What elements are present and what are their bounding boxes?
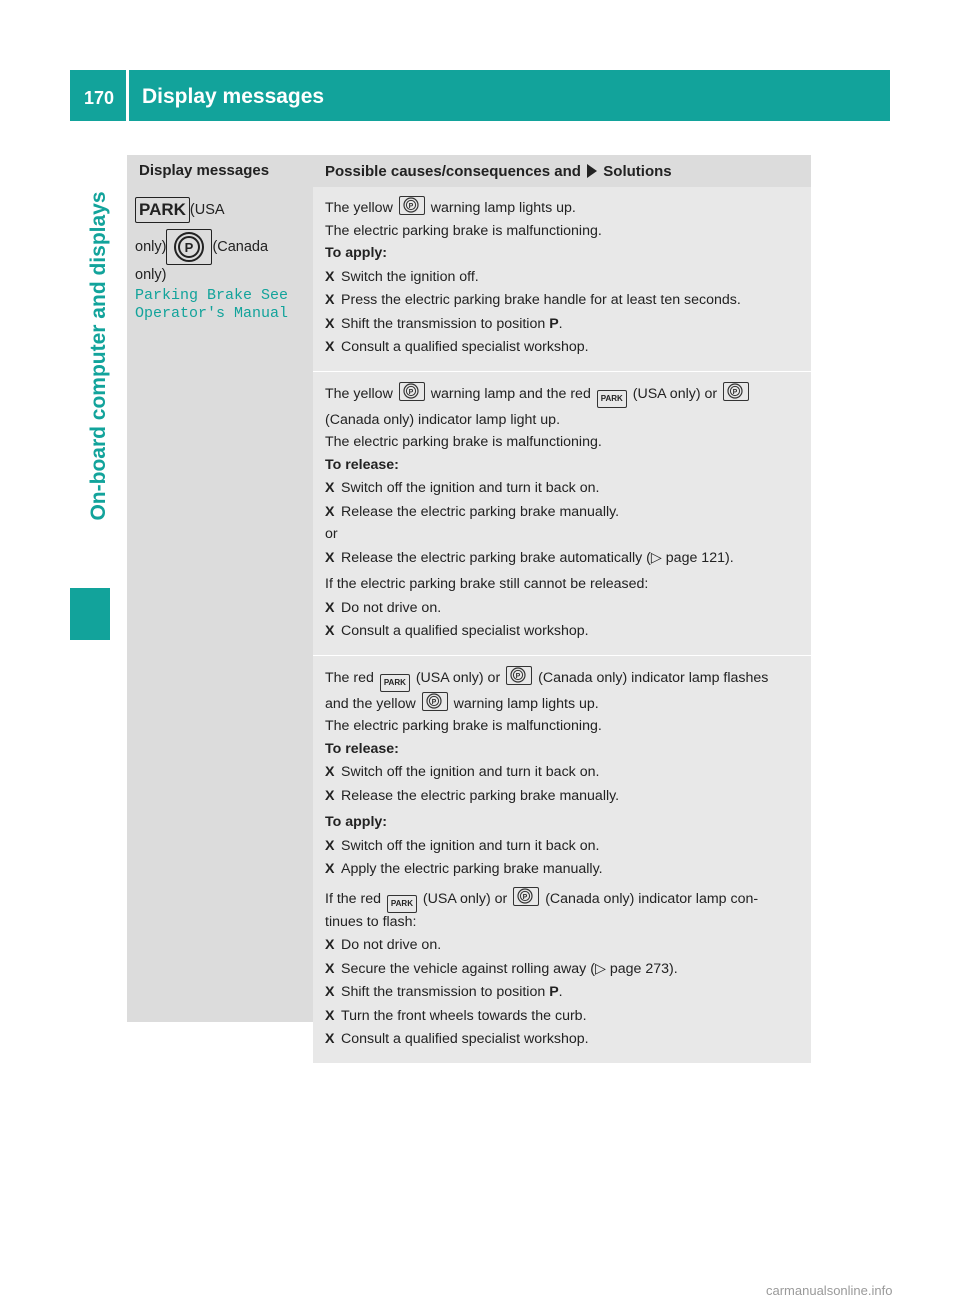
list-item: X Consult a qualified specialist workshop. <box>325 1031 589 1047</box>
list-item: X Switch off the ignition and turn it back on. <box>325 480 600 496</box>
park-indicator-icon: PARK <box>597 390 627 408</box>
svg-text:P: P <box>515 672 521 680</box>
list-item: X Turn the front wheels towards the curb. <box>325 1007 587 1024</box>
list-item: X Secure the vehicle against rolling away (▷ page 273). <box>325 960 678 977</box>
svg-text:P: P <box>431 698 436 706</box>
svg-text:P: P <box>185 240 194 255</box>
svg-text:P: P <box>408 388 414 396</box>
watermark: carmanualsonline.info <box>766 1283 893 1298</box>
page-ref-121[interactable]: page 121). <box>665 549 734 566</box>
list-item: X Consult a qualified specialist workshop. <box>325 623 589 639</box>
page-header <box>70 70 890 121</box>
cause-cell-3: The red PARK (USA only) or P (Canada only) indicator lamp flashes and the yellow P warning lamp lights up. The electric parking brake is malfunctioning. To release: X Switch off the ignition and turn it back on. X Release the electric parking brake manually. To apply: X Switch off the ignition and turn it back on. X Apply the electric parking brake manually. If the red PARK (USA only) or P (Canada only) indicator lamp con- tinues to flash: X Do not drive on. X Secure the vehicle against rolling away (▷ page 273). X Shift the transmission to position P. X Turn the front wheels towards the curb. X Consult a qualified specialist workshop. <box>313 655 811 1063</box>
page-title: Display messages <box>142 85 325 108</box>
table-body <box>127 187 811 1063</box>
col-header-causes: Possible causes/consequences and Solutions <box>325 163 672 180</box>
list-item: X Apply the electric parking brake manually. <box>325 861 603 877</box>
parking-brake-icon <box>166 229 212 265</box>
side-tab <box>70 122 128 590</box>
list-item: X Release the electric parking brake manually. <box>325 503 620 520</box>
svg-text:P: P <box>732 388 738 396</box>
list-item: X Consult a qualified specialist workshop. <box>325 339 589 355</box>
list-item: X Switch off the ignition and turn it back on. <box>325 837 600 854</box>
header-divider <box>126 70 129 121</box>
side-tab-marker <box>70 588 110 640</box>
list-item: X Switch off the ignition and turn it back on. <box>325 764 600 780</box>
park-icon: PARK <box>135 197 190 223</box>
page-ref-arrow-icon: ▷ <box>594 960 606 977</box>
cause-cell-1: The yellow P warning lamp lights up. The electric parking brake is malfunctioning. To apply: X Switch the ignition off. X Press the electric parking brake handle for at least ten seconds. X Shift the transmission to position P. X Consult a qualified specialist workshop. <box>313 187 811 371</box>
causes-column <box>313 187 811 1063</box>
parking-brake-indicator-icon <box>513 887 539 906</box>
solution-arrow-icon <box>587 164 597 178</box>
side-tab-label: On-board computer and displays <box>87 191 110 521</box>
list-item: X Shift the transmission to position P. <box>325 315 563 332</box>
parking-brake-indicator-icon <box>723 382 749 401</box>
park-indicator-icon: PARK <box>387 895 417 913</box>
table-header <box>127 155 811 187</box>
parking-brake-warning-icon <box>399 196 425 215</box>
list-item: X Do not drive on. <box>325 599 442 616</box>
list-item: X Release the electric parking brake automatically (▷ page 121). <box>325 549 734 566</box>
list-item: X Release the electric parking brake manually. <box>325 787 620 804</box>
col-header-display: Display messages <box>139 162 270 179</box>
page-ref-273[interactable]: page 273). <box>609 960 678 977</box>
svg-text:P: P <box>408 202 414 210</box>
page-ref-arrow-icon: ▷ <box>650 549 662 566</box>
list-item: X Press the electric parking brake handle for at least ten seconds. <box>325 292 741 308</box>
display-message-cell: PARK (USA only) P (Canada only) Parking Brake See Operator's Manual <box>127 187 313 1022</box>
svg-text:P: P <box>522 893 528 901</box>
page-number: 170 <box>84 88 115 108</box>
parking-brake-warning-icon <box>399 382 425 401</box>
display-message-text: Parking Brake See Operator's Manual <box>135 287 289 322</box>
messages-table <box>127 155 811 1063</box>
cause-cell-2: The yellow P warning lamp and the red PARK (USA only) or P (Canada only) indicator lamp light up. The electric parking brake is malfunctioning. To release: X Switch off the ignition and turn it back on. X Release the electric parking brake manually. or X Release the electric parking brake automatically (▷ page 121). If the electric parking brake still cannot be released: X Do not drive on. X Consult a qualified specialist workshop. <box>313 371 811 655</box>
list-item: X Shift the transmission to position P. <box>325 984 563 1000</box>
parking-brake-indicator-icon <box>506 666 532 685</box>
list-item: X Switch the ignition off. <box>325 268 479 285</box>
park-indicator-icon: PARK <box>380 674 410 692</box>
list-item: X Do not drive on. <box>325 937 442 953</box>
parking-brake-warning-icon <box>422 692 448 711</box>
